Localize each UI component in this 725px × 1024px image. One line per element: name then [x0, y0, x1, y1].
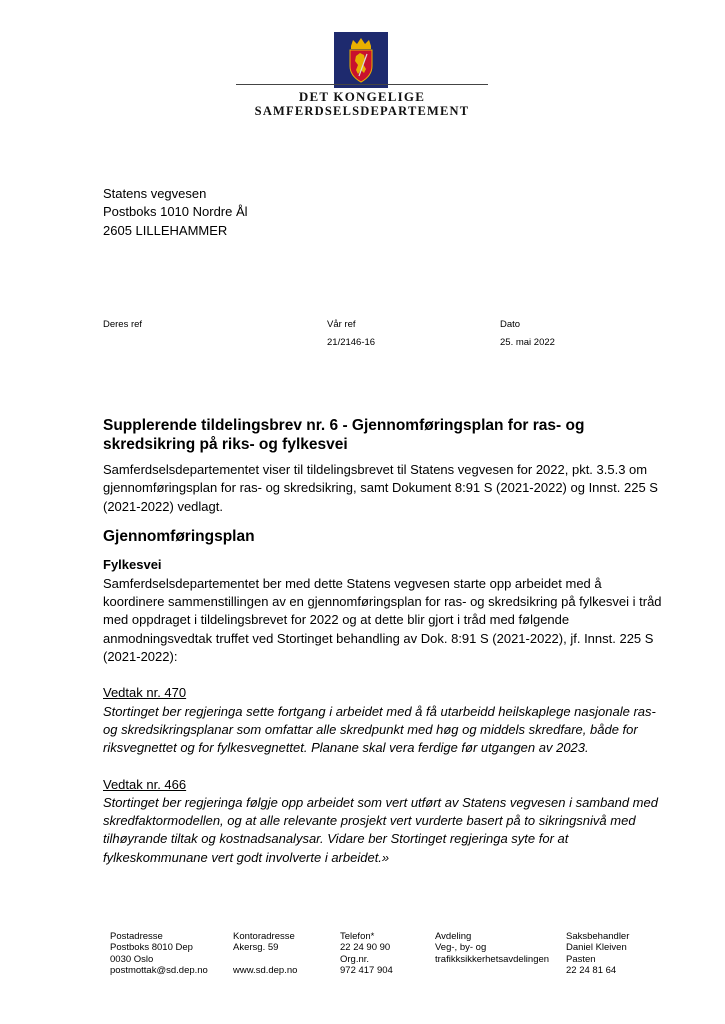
- footer-postadresse: [110, 931, 208, 976]
- vedtak-470-heading: Vedtak nr. 470: [103, 685, 187, 701]
- footer-avdeling: [435, 931, 549, 965]
- footer-avdeling-label: Avdeling: [435, 931, 472, 942]
- var-ref-label: Vår ref: [327, 319, 356, 330]
- vedtak-466-heading: Vedtak nr. 466: [103, 776, 187, 792]
- recipient-name: Statens vegvesen: [103, 186, 207, 201]
- footer-avdeling-line2: trafikksikkerhetsavdelingen: [435, 953, 550, 965]
- footer-orgnr-value: 972 417 904: [340, 964, 393, 976]
- footer-email[interactable]: postmottak@sd.dep.no: [110, 964, 208, 976]
- footer-postadresse-label: Postadresse: [110, 931, 163, 942]
- footer-telefon-value: 22 24 90 90: [340, 942, 391, 954]
- footer-kontoradresse-label: Kontoradresse: [233, 931, 295, 942]
- coat-of-arms-logo: [334, 32, 388, 88]
- deres-ref-label: Deres ref: [103, 319, 143, 330]
- ministry-divider: [236, 84, 488, 85]
- ministry-line1: DET KONGELIGE: [298, 89, 426, 104]
- ministry-name: [232, 88, 492, 118]
- recipient-city: 2605 LILLEHAMMER: [103, 222, 228, 238]
- footer-kontoradresse-line1: Akersg. 59: [233, 942, 279, 954]
- footer-kontoradresse: [233, 931, 297, 976]
- lion-crown-icon: [334, 32, 388, 88]
- subheading-fylkesvei: Fylkesvei: [103, 556, 162, 572]
- footer-avdeling-line1: Veg-, by- og: [435, 942, 487, 954]
- footer-postadresse-line1: Postboks 8010 Dep: [110, 942, 193, 954]
- footer-website-link[interactable]: www.sd.dep.no: [233, 964, 298, 976]
- ministry-line2: SAMFERDSELSDEPARTEMENT: [254, 104, 470, 118]
- section-heading: Gjennomføringsplan: [103, 527, 255, 545]
- footer-saksbehandler-line2: Pasten: [566, 953, 596, 965]
- footer-saksbehandler-phone: 22 24 81 64: [566, 964, 617, 976]
- footer-telefon-label: Telefon*: [340, 931, 375, 942]
- recipient-street: Postboks 1010 Nordre Ål: [103, 204, 248, 220]
- recipient-address: [103, 185, 248, 240]
- intro-paragraph: Samferdselsdepartementet viser til tildelingsbrevet til Statens vegvesen for 2022, pkt. 3.5.3 om gjennomføringsplan for ras- og skredsikring, samt Dokument 8:91 S (2021-2022) og Innst. 225 S (2021-2022) vedlagt.: [103, 462, 658, 514]
- vedtak-470-text: Stortinget ber regjeringa sette fortgang i arbeidet med å få utarbeidd heilskaplege nasjonale ras- og skredsikringsplanar som omfattar alle skredpunkt med høg og middels skredfare, både for riksvegnettet og for fylkesvegnettet. Planane skal vera ferdige før utgangen av 2023.: [103, 703, 656, 756]
- footer-saksbehandler-label: Saksbehandler: [566, 931, 630, 942]
- letter-title: Supplerende tildelingsbrev nr. 6 - Gjennomføringsplan for ras- og skredsikring på riks- og fylkesvei: [103, 417, 585, 453]
- footer-postadresse-line2: 0030 Oslo: [110, 953, 154, 965]
- letter-body: [103, 416, 663, 867]
- footer-saksbehandler-line1: Daniel Kleiven: [566, 942, 627, 954]
- dato-value: 25. mai 2022: [500, 337, 555, 348]
- footer-orgnr-label: Org.nr.: [340, 953, 370, 965]
- footer-telefon: [340, 931, 393, 976]
- body-paragraph: Samferdselsdepartementet ber med dette Statens vegvesen starte opp arbeidet med å koordinere sammenstillingen av en gjennomføringsplan for ras- og skredsikring på fylkesvei i tråd med oppdraget i tildelingsbrevet for 2022 og at dette blir gjort i tråd med følgende anmodningsvedtak truffet ved Stortinget behandling av Dok. 8:91 S (2021-2022), jf. Innst. 225 S (2021-2022):: [103, 575, 662, 665]
- var-ref-value: 21/2146-16: [327, 337, 376, 348]
- footer-saksbehandler: [566, 931, 629, 976]
- dato-label: Dato: [500, 319, 521, 330]
- vedtak-466-text: Stortinget ber regjeringa følgje opp arbeidet som vert utført av Statens vegvesen i samband med skredfaktormodellen, og at alle relevante prosjekt vert vurderte basert på to sikringsnivå med tilhøyrande tiltak og kostnadsanalysar. Vidare ber Stortinget regjeringa syte for at fylkeskommunane vert godt involverte i arbeidet.»: [103, 794, 658, 865]
